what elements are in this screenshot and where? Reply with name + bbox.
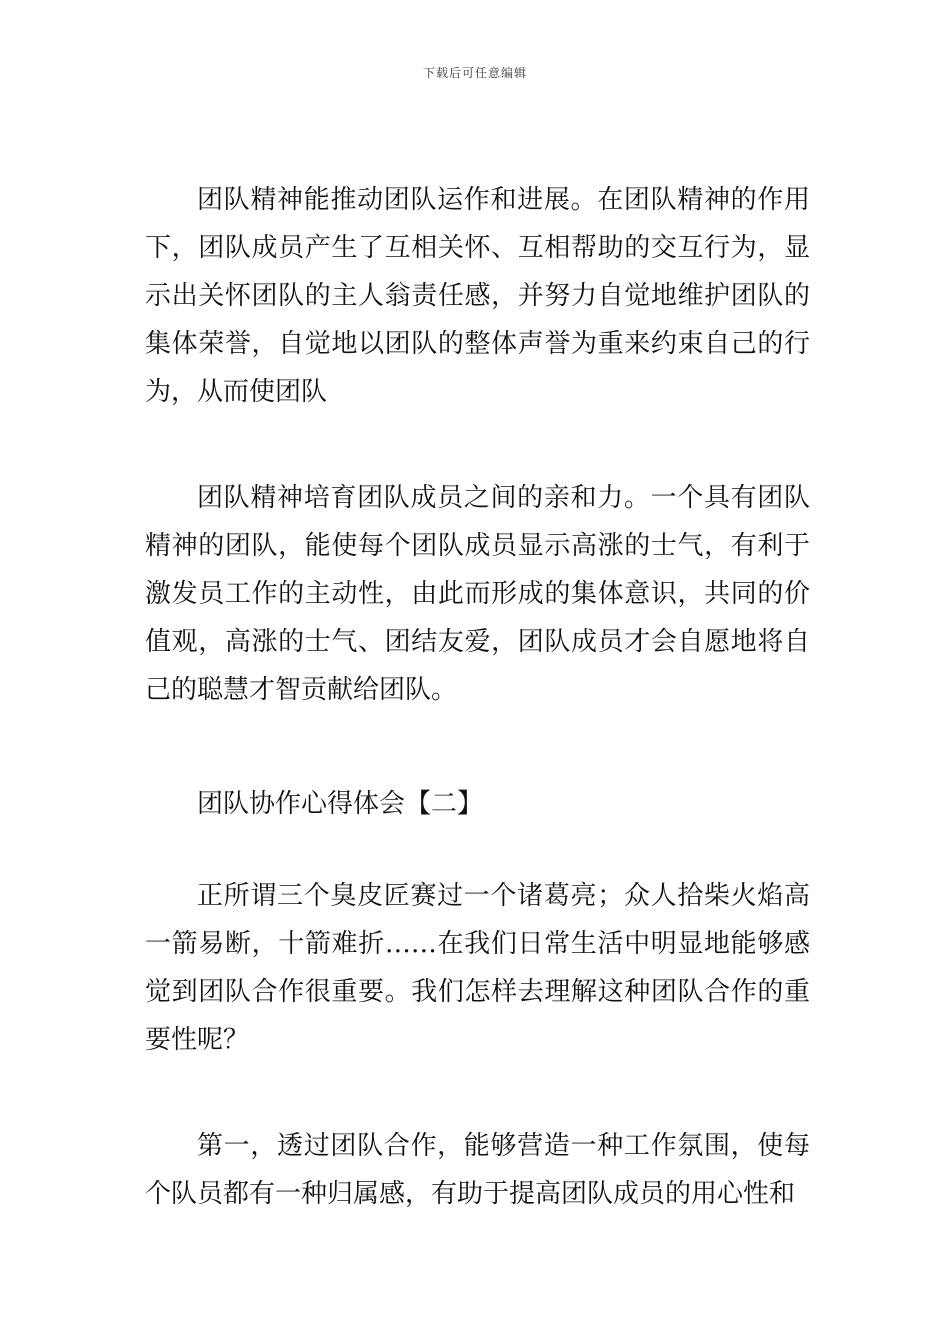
page-header: 下载后可任意编辑 — [422, 66, 527, 80]
paragraph-first-point: 第一，透过团队合作，能够营造一种工作氛围，使每个队员都有一种归属感，有助于提高团队成员的用心性和 — [145, 1131, 810, 1209]
section-heading: 团队协作心得体会【二】 — [197, 789, 484, 819]
paragraph-team-spirit-affinity: 团队精神培育团队成员之间的亲和力。一个具有团队精神的团队，能使每个团队成员显示高涨的士气，有利于激发员工作的主动性，由此而形成的集体意识，共同的价值观，高涨的士气、团结友爱，团队成员才会自愿地将自己的聪慧才智贡献给团队。 — [145, 483, 810, 705]
paragraph-three-cobblers: 正所谓三个臭皮匠赛过一个诸葛亮；众人拾柴火焰高一箭易断，十箭难折……在我们日常生活中明显地能够感觉到团队合作很重要。我们怎样去理解这种团队合作的重要性呢？ — [145, 881, 810, 1055]
paragraph-team-spirit-promotes: 团队精神能推动团队运作和进展。在团队精神的作用下，团队成员产生了互相关怀、互相帮助的交互行为，显示出关怀团队的主人翁责任感，并努力自觉地维护团队的集体荣誉，自觉地以团队的整体声誉为重来约束自己的行为，从而使团队 — [145, 185, 810, 407]
